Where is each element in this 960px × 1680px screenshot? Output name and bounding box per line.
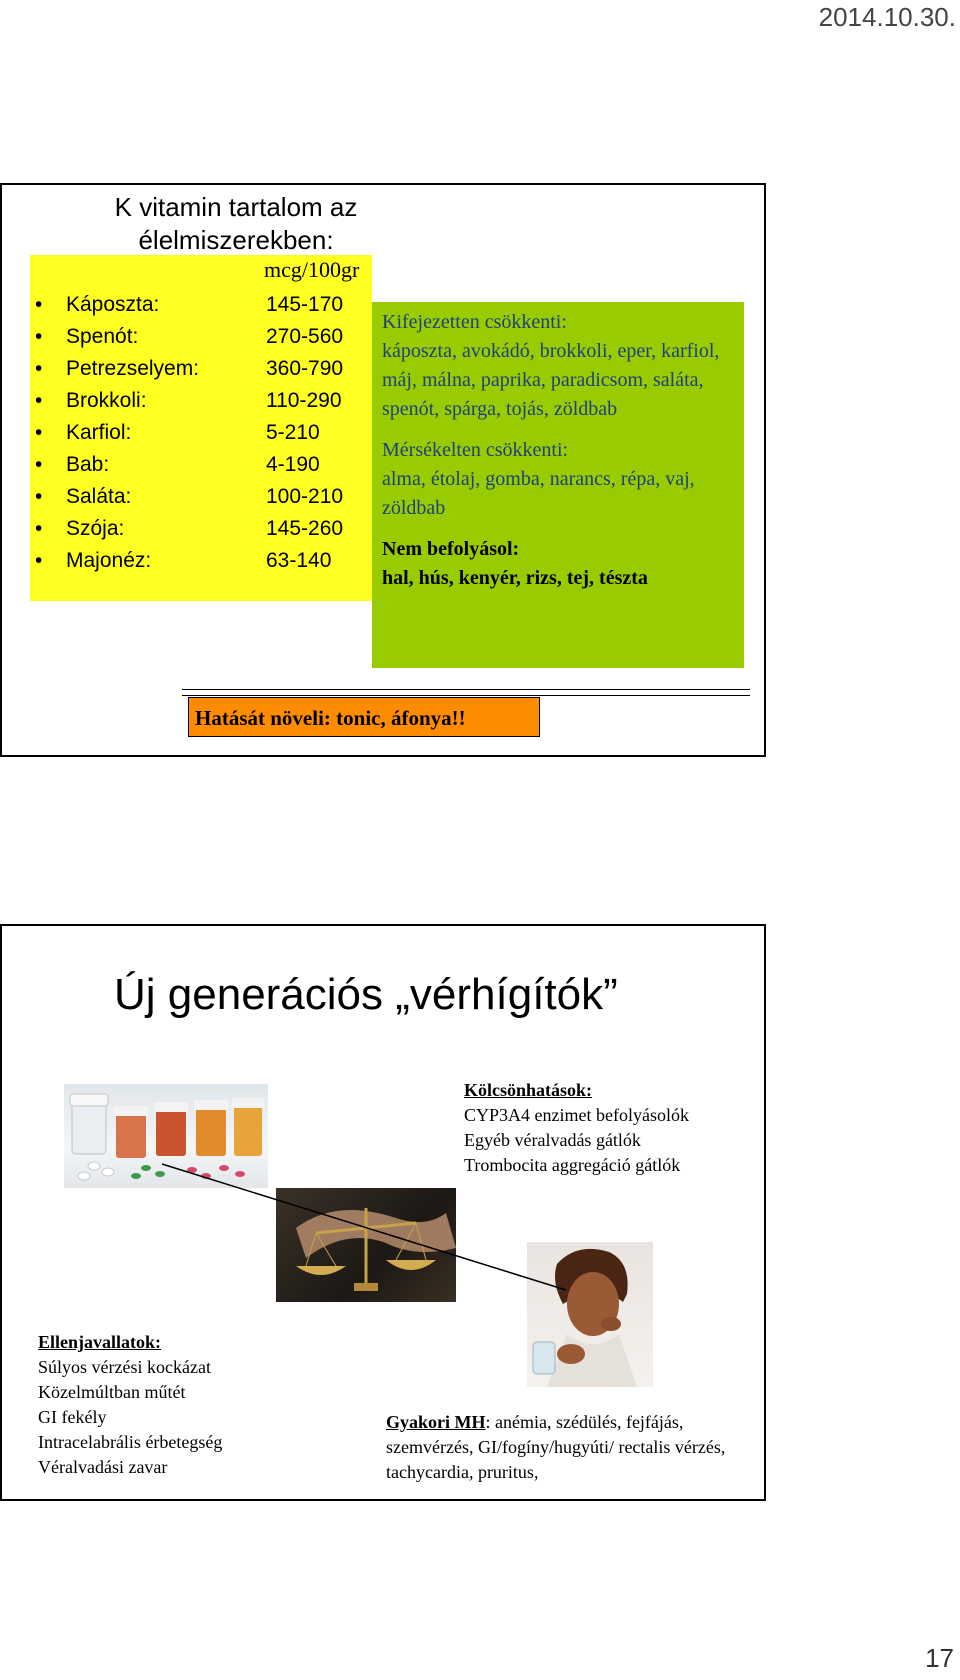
slide2-title: Új generációs „vérhígítók”	[114, 970, 618, 1019]
contraindication-item: Véralvadási zavar	[38, 1457, 168, 1477]
contraindications-heading: Ellenjavallatok:	[38, 1332, 162, 1352]
slide-anticoagulants	[0, 924, 766, 1501]
contraindications-block	[38, 1330, 222, 1480]
interactions-heading: Kölcsönhatások:	[464, 1080, 593, 1100]
side-effects-block	[386, 1410, 746, 1485]
side-effects-heading: Gyakori MH	[386, 1412, 486, 1432]
contraindication-item: Közelmúltban műtét	[38, 1382, 186, 1402]
page-number: 17	[925, 1643, 954, 1673]
contraindication-item: GI fekély	[38, 1407, 107, 1427]
unit-label: mcg/100gr	[264, 257, 360, 282]
no-effect-text: hal, hús, kenyér, rizs, tej, tészta	[382, 567, 648, 589]
moderate-effect-text: alma, étolaj, gomba, narancs, répa, vaj, zöldbab	[382, 468, 695, 519]
strong-effect-text: káposzta, avokádó, brokkoli, eper, karfiol, máj, málna, paprika, paradicsom, saláta, spenót, spárga, tojás, zöldbab	[382, 340, 720, 420]
side-effects-text: : anémia, szédülés, fejfájás, szemvérzés, GI/fogíny/hugyúti/ rectalis vérzés, tachycardia, pruritus,	[386, 1412, 726, 1482]
moderate-effect-heading: Mérsékelten csökkenti:	[382, 439, 569, 461]
no-effect-paragraph	[382, 535, 734, 593]
interaction-item: Egyéb véralvadás gátlók	[464, 1130, 641, 1150]
boost-banner: Hatását növeli: tonic, áfonya!!	[188, 697, 540, 737]
interaction-item: Trombocita aggregáció gátlók	[464, 1155, 681, 1175]
effect-box	[372, 302, 744, 668]
slide-vitamin-k: K vitamin tartalom az élelmiszerekben: mcg/100gr • Káposzta: 145-170 • Spenót: 270-560 • Petrezselyem: 360-790 • Brokkoli: 110-290 • Karfiol: 5-210 • Bab: 4-190 • Saláta: 100-210 • Szója: 145-260 • Majonéz: 63-140 Kifejezetten csökkenti: káposzta, avokádó, brokkoli, eper, karfiol, máj, málna, paprika, paradicsom, saláta, spenót, spárga, tojás, zöldbab Mérsékelten csökkenti: alma, étolaj, gomba, narancs, répa, vaj, zöldbab Nem befolyásol: hal, hús, kenyér, rizs, tej, tészta Hatását növeli: tonic, áfonya!!	[0, 183, 766, 757]
slide1-title: K vitamin tartalom az élelmiszerekben:	[114, 192, 358, 255]
contraindication-item: Intracelabrális érbetegség	[38, 1432, 223, 1452]
divider-line	[182, 689, 750, 696]
strong-effect-paragraph	[382, 308, 734, 424]
contraindication-item: Súlyos vérzési kockázat	[38, 1357, 211, 1377]
moderate-effect-paragraph	[382, 436, 734, 523]
interactions-block	[464, 1078, 689, 1178]
header-date: 2014.10.30.	[818, 2, 956, 32]
no-effect-heading: Nem befolyásol:	[382, 538, 520, 560]
interaction-item: CYP3A4 enzimet befolyásolók	[464, 1105, 689, 1125]
strong-effect-heading: Kifejezetten csökkenti:	[382, 311, 567, 333]
